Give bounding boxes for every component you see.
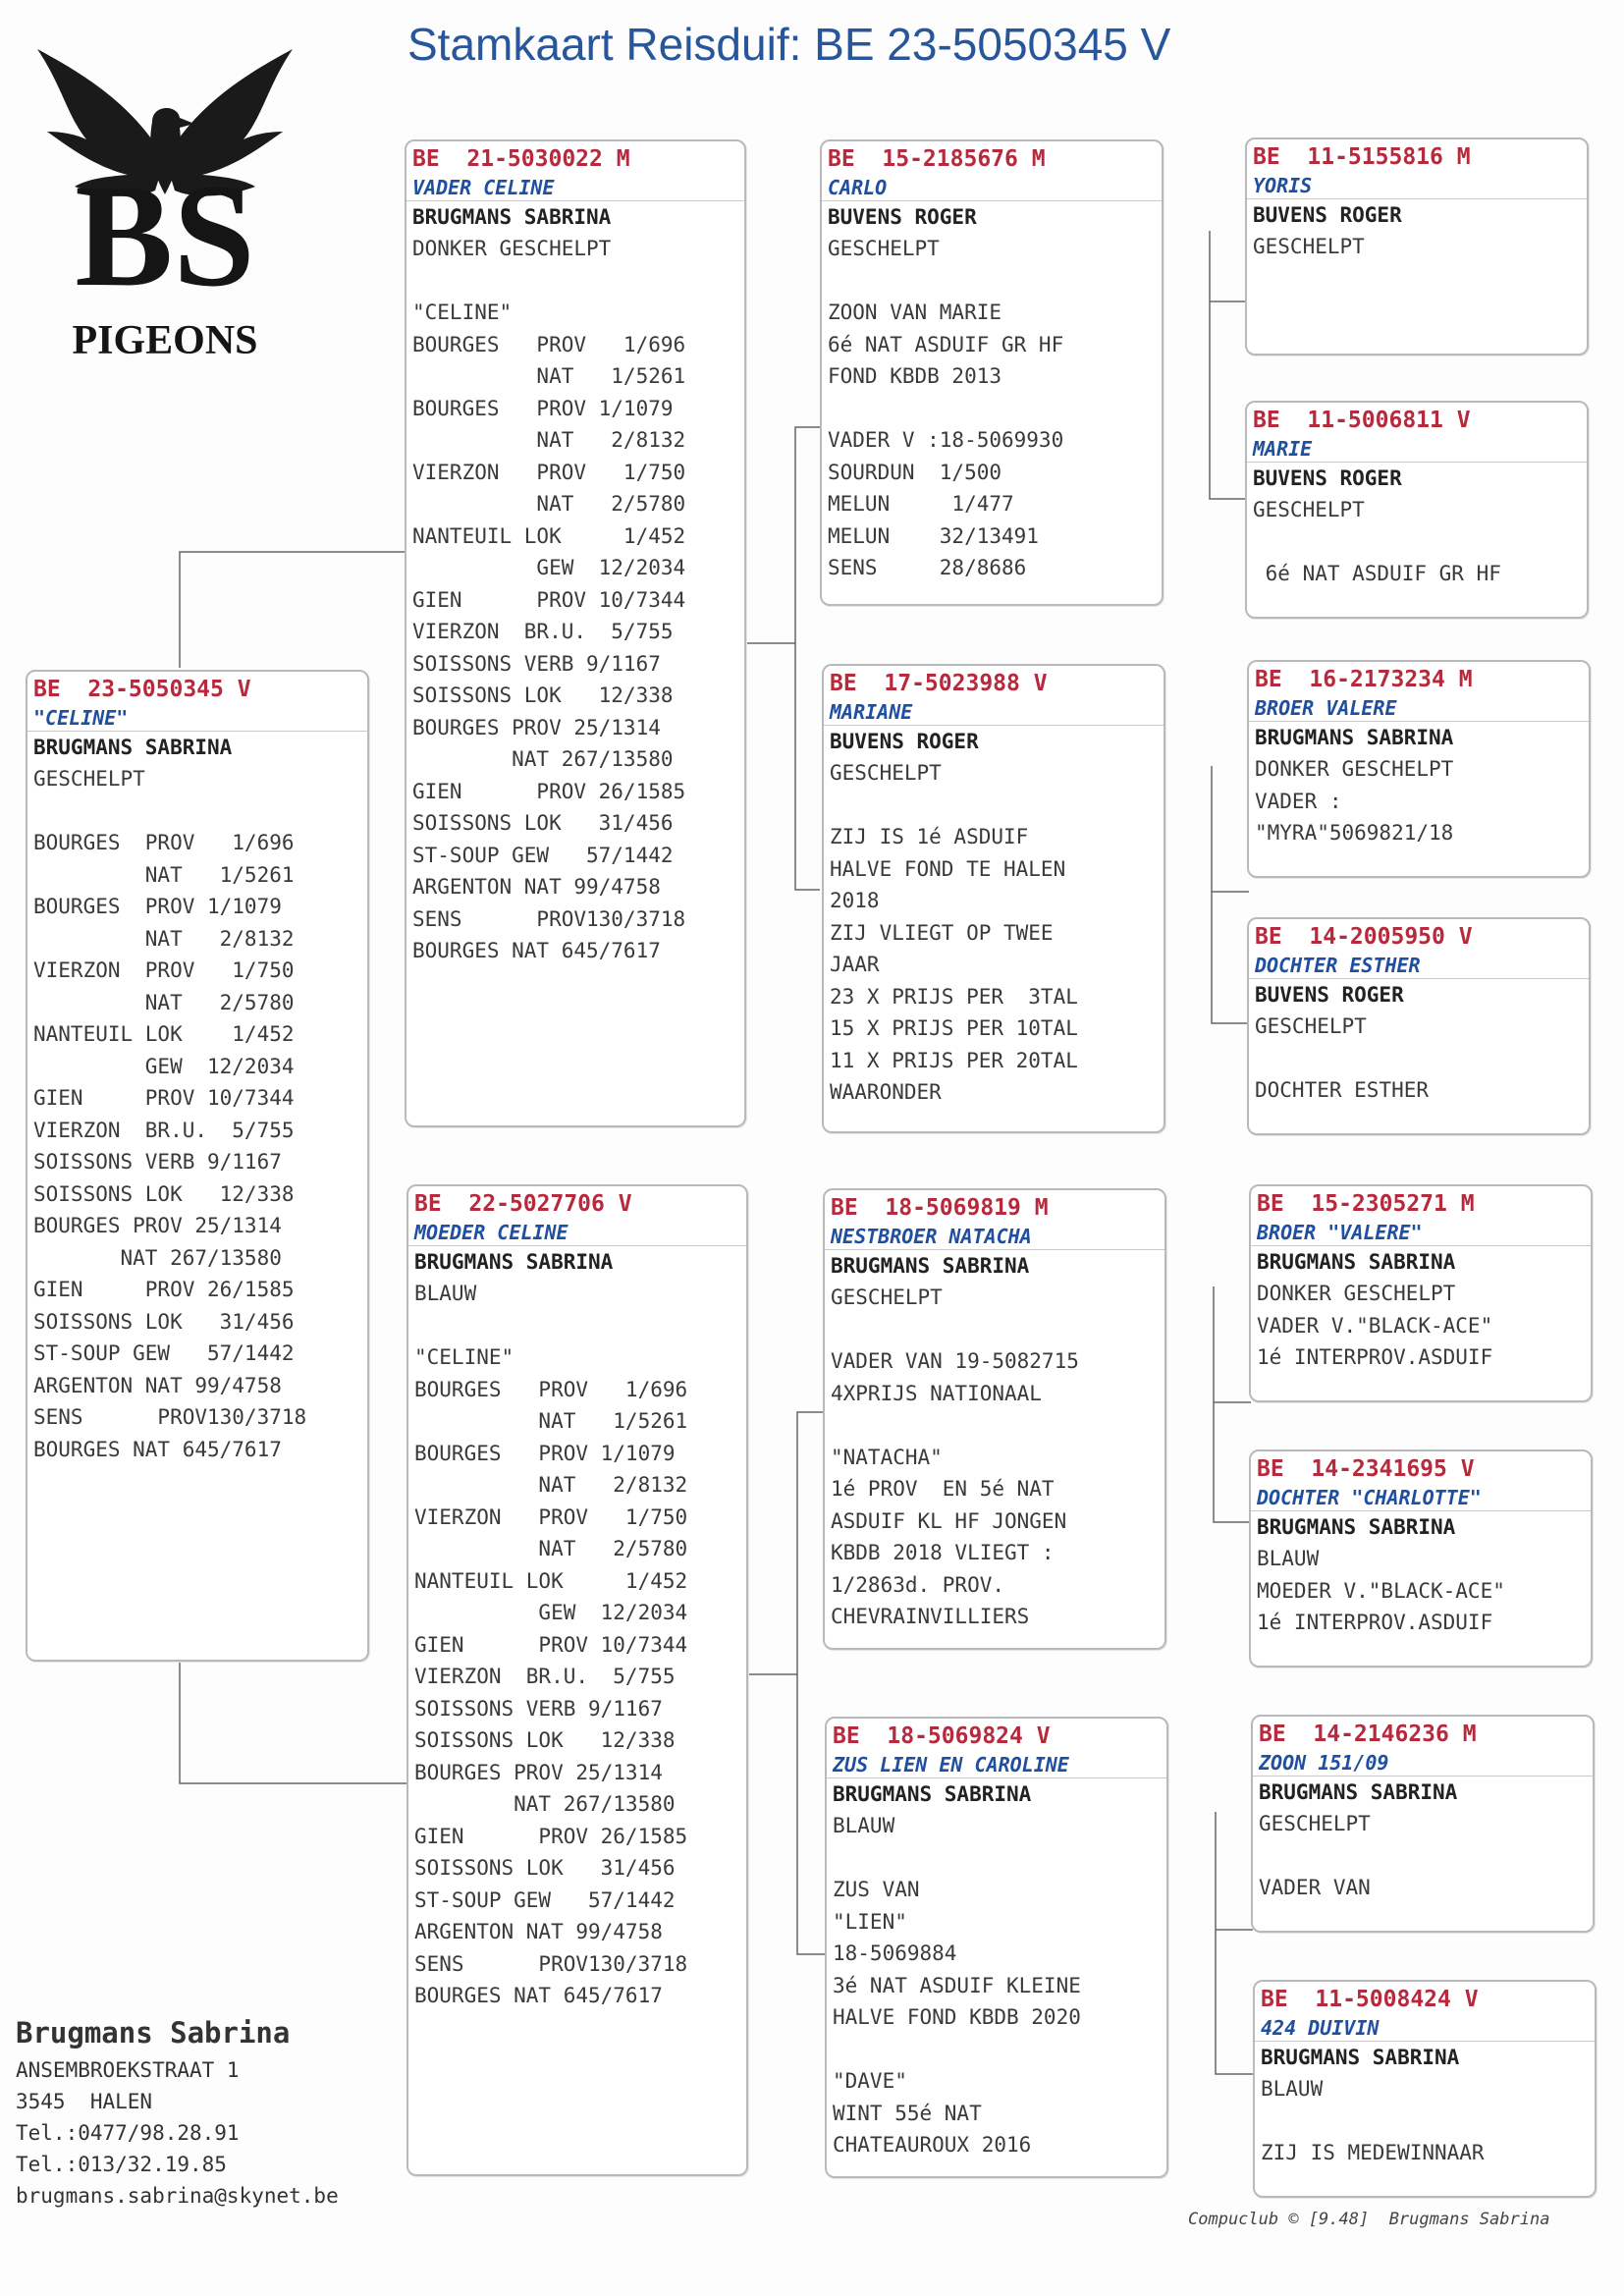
pigeon-name: MARIE [1247, 436, 1587, 463]
ring-number: BE 21-5030022 M [412, 146, 630, 172]
card-details [1249, 1011, 1589, 1107]
detail-line: DONKER GESCHELPT [1257, 1282, 1456, 1305]
detail-line: BOURGES PROV 25/1314 [414, 1760, 663, 1784]
detail-line: GESCHELPT [1259, 1812, 1371, 1835]
card-details [824, 757, 1164, 1109]
detail-line: 1é INTERPROV.ASDUIF [1257, 1345, 1493, 1369]
detail-line: SOISSONS LOK 12/338 [412, 683, 674, 707]
detail-line: VADER VAN 19-5082715 [831, 1349, 1079, 1373]
pigeon-name: ZUS LIEN EN CAROLINE [827, 1752, 1166, 1778]
detail-line [827, 2034, 1166, 2066]
detail-line: VADER V :18-5069930 [828, 428, 1064, 452]
detail-line: BOURGES PROV 1/1079 [412, 396, 674, 420]
detail-line: ZIJ IS 1é ASDUIF [830, 825, 1029, 848]
detail-line: BOURGES PROV 25/1314 [33, 1214, 282, 1237]
pigeon-name: MOEDER CELINE [408, 1220, 746, 1246]
detail-line: NAT 267/13580 [412, 747, 674, 771]
detail-line [825, 1409, 1164, 1442]
detail-line: HALVE FOND TE HALEN [830, 856, 1066, 881]
breeder-name: BRUGMANS SABRINA [1259, 1780, 1458, 1804]
ring-number: BE 14-2005950 V [1255, 924, 1473, 950]
detail-line: GIEN PROV 26/1585 [33, 1278, 295, 1301]
detail-line: BOURGES PROV 1/696 [412, 332, 686, 356]
detail-line: VIERZON BR.U. 5/755 [33, 1118, 295, 1142]
detail-line [822, 265, 1162, 298]
detail-line: NANTEUIL LOK 1/452 [412, 523, 686, 548]
card-details [1253, 1808, 1593, 1904]
detail-line [1249, 1043, 1589, 1075]
detail-line: 11 X PRIJS PER 20TAL [830, 1048, 1078, 1072]
detail-line: SOISSONS LOK 12/338 [33, 1181, 295, 1206]
detail-line: BOURGES PROV 1/1079 [33, 895, 282, 918]
detail-line: SOURDUN 1/500 [828, 460, 1002, 484]
detail-line: VADER V."BLACK-ACE" [1257, 1313, 1493, 1338]
pigeon-name: "CELINE" [27, 705, 367, 732]
detail-line: GESCHELPT [1253, 498, 1365, 521]
detail-line: SOISSONS LOK 12/338 [414, 1728, 676, 1752]
card-details [1249, 753, 1589, 849]
ring-number: BE 11-5008424 V [1261, 1987, 1479, 2012]
detail-line: ASDUIF KL HF JONGEN [831, 1508, 1067, 1533]
detail-line [1247, 526, 1587, 559]
detail-line: GIEN PROV 26/1585 [412, 779, 686, 803]
detail-line: BOURGES PROV 1/696 [414, 1377, 688, 1401]
detail-line: 1é PROV EN 5é NAT [831, 1477, 1055, 1501]
detail-line: BOURGES NAT 645/7617 [33, 1437, 282, 1461]
mother-card [406, 1184, 748, 2176]
detail-line: SOISSONS LOK 31/456 [412, 811, 674, 835]
detail-line: BOURGES NAT 645/7617 [414, 1984, 663, 2007]
detail-line: VIERZON BR.U. 5/755 [412, 620, 674, 643]
paternal-grandmother-card [822, 664, 1165, 1133]
card-details [1251, 1543, 1591, 1639]
detail-line: 3é NAT ASDUIF KLEINE [833, 1973, 1081, 1997]
breeder-name: BRUGMANS SABRINA [414, 1250, 614, 1274]
detail-line: ZOON VAN MARIE [828, 301, 1002, 324]
detail-line: FOND KBDB 2013 [828, 364, 1002, 388]
detail-line: SENS PROV130/3718 [414, 1951, 688, 1976]
ring-number: BE 11-5006811 V [1253, 408, 1471, 433]
detail-line: BLAUW [833, 1814, 895, 1837]
detail-line: BOURGES NAT 645/7617 [412, 939, 661, 962]
breeder-name: BUVENS ROGER [830, 730, 979, 753]
detail-line: GESCHELPT [830, 761, 942, 785]
detail-line: SOISSONS VERB 9/1167 [33, 1150, 282, 1174]
detail-line: CHEVRAINVILLIERS [831, 1605, 1030, 1628]
breeder-name: BRUGMANS SABRINA [1255, 726, 1454, 749]
detail-line: WINT 55é NAT [833, 2101, 982, 2125]
detail-line: ST-SOUP GEW 57/1442 [33, 1341, 295, 1365]
detail-line [822, 393, 1162, 425]
detail-line: WAARONDER [830, 1080, 942, 1104]
card-details [1247, 494, 1587, 590]
breeder-name: BRUGMANS SABRINA [1257, 1515, 1456, 1539]
address-street: ANSEMBROEKSTRAAT 1 [16, 2058, 240, 2082]
breeder-name: BRUGMANS SABRINA [33, 736, 233, 759]
detail-line [408, 1310, 746, 1342]
pigeon-name: BROER "VALERE" [1251, 1220, 1591, 1246]
detail-line: BLAUW [1257, 1547, 1320, 1570]
detail-line: HALVE FOND KBDB 2020 [833, 2005, 1081, 2029]
card-details [825, 1282, 1164, 1633]
detail-line: ZIJ IS MEDEWINNAAR [1261, 2141, 1485, 2164]
detail-line: 18-5069884 [833, 1941, 957, 1965]
detail-line: DOCHTER ESTHER [1255, 1078, 1430, 1102]
detail-line: GEW 12/2034 [412, 556, 686, 579]
detail-line: ARGENTON NAT 99/4758 [412, 875, 661, 899]
detail-line: ST-SOUP GEW 57/1442 [414, 1887, 676, 1912]
detail-line: SOISSONS VERB 9/1167 [414, 1696, 663, 1721]
detail-line: 2018 [830, 889, 880, 912]
detail-line: MOEDER V."BLACK-ACE" [1257, 1578, 1505, 1603]
breeder-name: BRUGMANS SABRINA [1261, 2046, 1460, 2069]
detail-line [827, 1842, 1166, 1875]
software-credit: Compuclub © [9.48] Brugmans Sabrina [1188, 2210, 1550, 2229]
detail-line: NAT 267/13580 [33, 1245, 282, 1270]
breeder-name: BUVENS ROGER [828, 205, 977, 229]
detail-line [824, 790, 1164, 822]
detail-line: SENS 28/8686 [828, 556, 1027, 579]
pigeon-name: DOCHTER "CHARLOTTE" [1251, 1485, 1591, 1511]
logo-word: PIGEONS [72, 318, 258, 363]
detail-line: GEW 12/2034 [33, 1054, 295, 1078]
breeder-name: BRUGMANS SABRINA [412, 205, 612, 229]
detail-line: GIEN PROV 10/7344 [33, 1086, 295, 1110]
detail-line: 1é INTERPROV.ASDUIF [1257, 1611, 1493, 1634]
card-details [822, 233, 1162, 584]
detail-line: NANTEUIL LOK 1/452 [33, 1022, 295, 1046]
owner-name: Brugmans Sabrina [16, 2016, 291, 2050]
maternal-grandfather-card [823, 1188, 1166, 1650]
great-grandparent-card [1245, 137, 1589, 355]
detail-line: "NATACHA" [831, 1445, 943, 1469]
detail-line: MELUN 1/477 [828, 492, 1014, 516]
owner-contact-block [16, 2011, 339, 2212]
pigeon-name: ZOON 151/09 [1253, 1750, 1593, 1777]
detail-line: GIEN PROV 26/1585 [414, 1824, 688, 1848]
detail-line: SENS PROV130/3718 [412, 906, 686, 931]
pigeon-name: VADER CELINE [406, 175, 744, 201]
detail-line: GIEN PROV 10/7344 [414, 1632, 688, 1657]
detail-line: ZIJ VLIEGT OP TWEE [830, 920, 1054, 945]
detail-line: BOURGES PROV 1/696 [33, 831, 295, 854]
detail-line: KBDB 2018 VLIEGT : [831, 1541, 1055, 1564]
card-details [827, 1810, 1166, 2161]
detail-line: "CELINE" [412, 301, 513, 324]
detail-line [1255, 2105, 1595, 2138]
great-grandparent-card [1249, 1184, 1593, 1402]
detail-line: NAT 267/13580 [414, 1792, 676, 1816]
pigeon-name: BROER VALERE [1249, 695, 1589, 722]
detail-line: GESCHELPT [828, 237, 940, 260]
detail-line: GESCHELPT [1255, 1014, 1367, 1038]
detail-line: VADER VAN [1259, 1876, 1371, 1899]
ring-number: BE 22-5027706 V [414, 1191, 632, 1217]
detail-line: DONKER GESCHELPT [1255, 757, 1454, 781]
detail-line: NAT 2/5780 [412, 492, 686, 516]
card-details [1247, 231, 1587, 263]
ring-number: BE 23-5050345 V [33, 677, 251, 702]
breeder-name: BRUGMANS SABRINA [1257, 1250, 1456, 1274]
detail-line: JAAR [830, 953, 880, 976]
breeder-name: BUVENS ROGER [1253, 203, 1402, 227]
page-title: Stamkaart Reisduif: BE 23-5050345 V [407, 19, 1171, 70]
detail-line: NANTEUIL LOK 1/452 [414, 1568, 688, 1593]
detail-line [27, 795, 367, 828]
detail-line: NAT 2/8132 [412, 428, 686, 452]
detail-line: BLAUW [414, 1282, 477, 1305]
breeder-name: BUVENS ROGER [1253, 466, 1402, 490]
detail-line: 6é NAT ASDUIF GR HF [828, 332, 1064, 356]
detail-line: 15 X PRIJS PER 10TAL [830, 1016, 1078, 1040]
detail-line: MELUN 32/13491 [828, 523, 1039, 548]
detail-line [1253, 1840, 1593, 1873]
breeder-name: BRUGMANS SABRINA [831, 1254, 1030, 1278]
pigeon-name: NESTBROER NATACHA [825, 1224, 1164, 1250]
detail-line: "DAVE" [833, 2069, 907, 2093]
detail-line: NAT 1/5261 [33, 862, 295, 887]
card-details [1255, 2073, 1595, 2169]
father-card [405, 139, 746, 1127]
detail-line: "CELINE" [414, 1345, 514, 1369]
detail-line: VIERZON BR.U. 5/755 [414, 1665, 676, 1688]
detail-line: 1/2863d. PROV. [831, 1572, 1005, 1597]
detail-line: SENS PROV130/3718 [33, 1405, 307, 1429]
ring-number: BE 17-5023988 V [830, 671, 1048, 696]
address-city: 3545 HALEN [16, 2090, 153, 2113]
ring-number: BE 14-2341695 V [1257, 1456, 1475, 1482]
detail-line: 4XPRIJS NATIONAAL [831, 1381, 1042, 1405]
detail-line: "LIEN" [833, 1909, 907, 1934]
detail-line: NAT 2/5780 [33, 990, 295, 1014]
detail-line: BOURGES PROV 25/1314 [412, 715, 661, 739]
great-grandparent-card [1249, 1449, 1593, 1667]
detail-line: SOISSONS LOK 31/456 [33, 1309, 295, 1334]
email-address: brugmans.sabrina@skynet.be [16, 2184, 339, 2208]
pigeon-name: YORIS [1247, 173, 1587, 199]
detail-line: BLAUW [1261, 2077, 1324, 2101]
detail-line: 23 X PRIJS PER 3TAL [830, 984, 1078, 1009]
detail-line: VIERZON PROV 1/750 [33, 958, 295, 982]
great-grandparent-card [1245, 401, 1589, 619]
detail-line: BOURGES PROV 1/1079 [414, 1441, 676, 1465]
maternal-grandmother-card [825, 1717, 1168, 2178]
ring-number: BE 18-5069824 V [833, 1723, 1051, 1749]
card-details [27, 763, 367, 1465]
great-grandparent-card [1247, 660, 1591, 878]
detail-line: GESCHELPT [831, 1285, 943, 1309]
phone-mobile: Tel.:0477/98.28.91 [16, 2121, 240, 2145]
detail-line: 6é NAT ASDUIF GR HF [1253, 562, 1501, 585]
pigeon-name: DOCHTER ESTHER [1249, 953, 1589, 979]
detail-line: VADER : [1255, 789, 1342, 813]
great-grandparent-card [1251, 1715, 1595, 1933]
detail-line: GESCHELPT [1253, 235, 1365, 258]
detail-line: SOISSONS LOK 31/456 [414, 1856, 676, 1880]
pigeon-name: CARLO [822, 175, 1162, 201]
detail-line: NAT 2/8132 [33, 926, 295, 951]
card-details [1251, 1278, 1591, 1374]
great-grandparent-card [1253, 1980, 1597, 2198]
detail-line: VIERZON PROV 1/750 [414, 1504, 688, 1529]
paternal-grandfather-card [820, 139, 1164, 606]
detail-line: ARGENTON NAT 99/4758 [414, 1920, 663, 1943]
detail-line: ST-SOUP GEW 57/1442 [412, 843, 674, 867]
phone-landline: Tel.:013/32.19.85 [16, 2153, 227, 2176]
detail-line: ARGENTON NAT 99/4758 [33, 1373, 282, 1397]
detail-line: NAT 2/5780 [414, 1537, 688, 1560]
ring-number: BE 16-2173234 M [1255, 667, 1473, 692]
logo-initials: BS [75, 154, 255, 317]
detail-line [825, 1314, 1164, 1346]
detail-line: NAT 2/8132 [414, 1473, 688, 1497]
detail-line: VIERZON PROV 1/750 [412, 460, 686, 484]
detail-line [406, 265, 744, 298]
breeder-name: BUVENS ROGER [1255, 983, 1404, 1007]
ring-number: BE 11-5155816 M [1253, 144, 1471, 170]
pigeon-name: MARIANE [824, 699, 1164, 726]
ring-number: BE 15-2305271 M [1257, 1191, 1475, 1217]
ring-number: BE 14-2146236 M [1259, 1722, 1477, 1747]
detail-line: ZUS VAN [833, 1878, 920, 1901]
card-details [408, 1278, 746, 2012]
breeder-name: BRUGMANS SABRINA [833, 1782, 1032, 1806]
detail-line: DONKER GESCHELPT [412, 237, 612, 260]
detail-line: NAT 1/5261 [412, 364, 686, 388]
detail-line: NAT 1/5261 [414, 1409, 688, 1433]
great-grandparent-card [1247, 917, 1591, 1135]
subject-pigeon-card [26, 670, 369, 1662]
card-details [406, 233, 744, 967]
ring-number: BE 18-5069819 M [831, 1195, 1049, 1221]
detail-line: SOISSONS VERB 9/1167 [412, 651, 661, 676]
detail-line: GIEN PROV 10/7344 [412, 587, 686, 612]
detail-line: "MYRA"5069821/18 [1255, 821, 1454, 845]
pigeon-name: 424 DUIVIN [1255, 2015, 1595, 2042]
detail-line: GEW 12/2034 [414, 1601, 688, 1624]
detail-line: GESCHELPT [33, 767, 145, 791]
detail-line: CHATEAUROUX 2016 [833, 2133, 1032, 2157]
ring-number: BE 15-2185676 M [828, 146, 1046, 172]
